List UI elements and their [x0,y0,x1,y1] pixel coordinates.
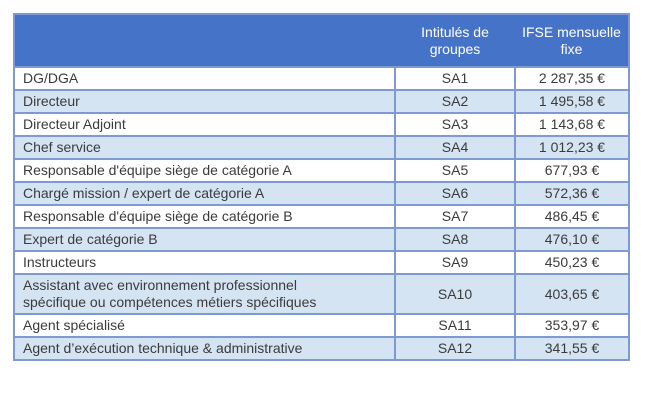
row-label: Responsable d'équipe siège de catégorie B [14,205,395,228]
row-label: DG/DGA [14,67,395,90]
row-amount: 486,45 € [515,205,629,228]
row-group-code: SA10 [395,274,515,314]
row-amount: 341,55 € [515,337,629,360]
row-label: Chef service [14,136,395,159]
row-label: Assistant avec environnement professionnel spécifique ou compétences métiers spécifiques [14,274,395,314]
row-label: Expert de catégorie B [14,228,395,251]
row-amount: 476,10 € [515,228,629,251]
table-row [14,205,629,228]
row-amount: 1 143,68 € [515,113,629,136]
row-amount: 2 287,35 € [515,67,629,90]
row-group-code: SA8 [395,228,515,251]
row-group-code: SA12 [395,337,515,360]
row-amount: 353,97 € [515,314,629,337]
table-row [14,182,629,205]
row-group-code: SA1 [395,67,515,90]
table-row [14,251,629,274]
row-group-code: SA2 [395,90,515,113]
row-group-code: SA11 [395,314,515,337]
row-group-code: SA4 [395,136,515,159]
row-label: Responsable d'équipe siège de catégorie A [14,159,395,182]
row-label: Directeur [14,90,395,113]
row-amount: 403,65 € [515,274,629,314]
table-row [14,159,629,182]
table-row [14,90,629,113]
table-row [14,136,629,159]
header-cell-intitules-groupes: Intitulés de groupes [395,14,515,67]
row-label: Agent d’exécution technique & administrative [14,337,395,360]
row-amount: 677,93 € [515,159,629,182]
header-cell-empty [14,14,395,67]
row-group-code: SA7 [395,205,515,228]
table-row [14,274,629,314]
table-header [14,14,629,67]
ifse-table [13,13,630,361]
row-amount: 1 012,23 € [515,136,629,159]
row-label: Agent spécialisé [14,314,395,337]
table-body [14,67,629,360]
row-label: Instructeurs [14,251,395,274]
table-row [14,67,629,90]
table-row [14,113,629,136]
row-label: Chargé mission / expert de catégorie A [14,182,395,205]
row-amount: 450,23 € [515,251,629,274]
row-group-code: SA3 [395,113,515,136]
row-amount: 1 495,58 € [515,90,629,113]
row-group-code: SA5 [395,159,515,182]
table-row [14,228,629,251]
table-row [14,314,629,337]
table-row [14,337,629,360]
row-amount: 572,36 € [515,182,629,205]
row-group-code: SA6 [395,182,515,205]
header-cell-ifse-mensuelle-fixe: IFSE mensuelle fixe [515,14,629,67]
row-label: Directeur Adjoint [14,113,395,136]
row-group-code: SA9 [395,251,515,274]
header-row [14,14,629,67]
